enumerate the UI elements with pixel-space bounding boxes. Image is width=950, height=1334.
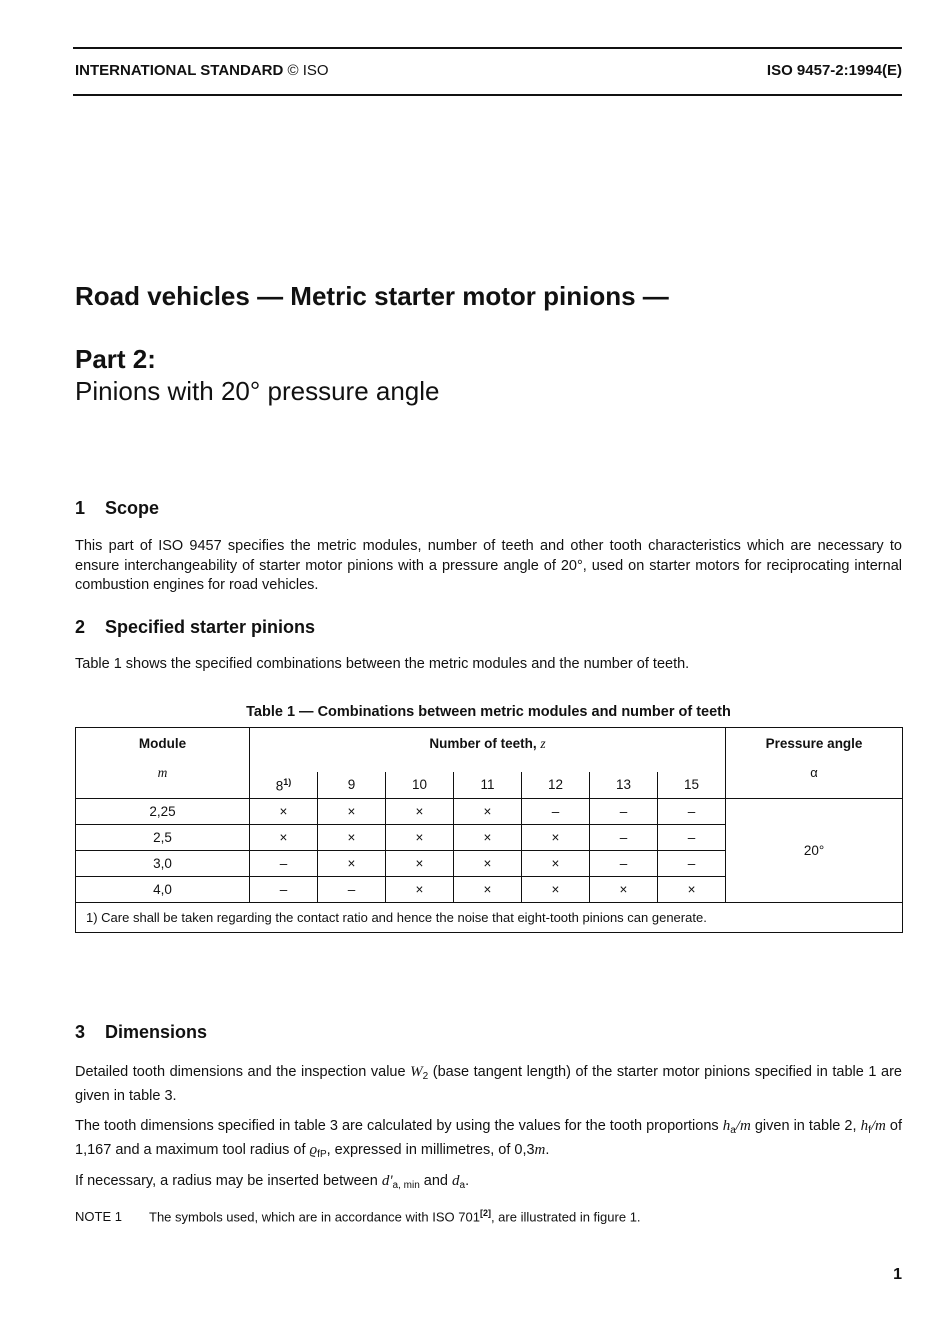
- combination-cell: –: [658, 825, 726, 851]
- combination-cell: ×: [590, 877, 658, 903]
- module-header: Module: [138, 736, 187, 751]
- dimensions-paragraph-2: The tooth dimensions specified in table 3 are calculated by using the values for the tooth proportions $h_a/m$ given in table 2, $h_f/m$ of 1,167 and a maximum tool radius of $ϱ_{fP}$, expressed in millimetres, of 0,3m.: [75, 1118, 903, 1160]
- module-value: 2,25: [76, 799, 250, 825]
- dimensions-paragraph-3: If necessary, a radius may be inserted between $d'_{a, min}$ and $d_a$.: [75, 1173, 470, 1191]
- module-value: 3,0: [76, 851, 250, 877]
- pinions-paragraph: Table 1 shows the specified combinations between the metric modules and the number of teeth.: [75, 656, 690, 672]
- section-title: Dimensions: [105, 1022, 208, 1042]
- module-value: 4,0: [76, 877, 250, 903]
- section-number: 1: [75, 498, 86, 518]
- document-title: Road vehicles — Metric starter motor pinions —: [75, 281, 669, 311]
- pressure-symbol: α: [810, 765, 818, 780]
- combination-cell: ×: [318, 825, 386, 851]
- section-number: 2: [75, 617, 86, 637]
- combination-cell: ×: [318, 799, 386, 825]
- combination-cell: ×: [522, 825, 590, 851]
- combination-cell: –: [658, 799, 726, 825]
- teeth-count: 12: [522, 772, 590, 799]
- section-title: Scope: [105, 498, 160, 518]
- section-heading-dimensions: [75, 1022, 207, 1043]
- combination-cell: ×: [454, 825, 522, 851]
- module-symbol: m: [157, 765, 168, 780]
- combination-cell: ×: [522, 877, 590, 903]
- pressure-angle-value: 20°: [726, 799, 903, 903]
- header-copyright: © ISO: [287, 62, 329, 79]
- combination-cell: ×: [318, 851, 386, 877]
- section-heading-pinions: [75, 617, 315, 638]
- section-number: 3: [75, 1022, 86, 1042]
- combination-cell: ×: [386, 851, 454, 877]
- combination-cell: –: [658, 851, 726, 877]
- module-value: 2,5: [76, 825, 250, 851]
- combination-cell: –: [522, 799, 590, 825]
- note-1: NOTE 1 The symbols used, which are in accordance with ISO 701[2], are illustrated in figure 1.: [75, 1208, 641, 1225]
- reference-marker: [2]: [479, 1208, 491, 1218]
- header-bottom-rule: [73, 94, 902, 96]
- section-title: Specified starter pinions: [105, 617, 316, 637]
- table-caption: Table 1 — Combinations between metric modules and number of teeth: [246, 704, 731, 720]
- combination-cell: –: [250, 877, 318, 903]
- symbol-w: W: [410, 1064, 423, 1080]
- part-title: Part 2:: [75, 344, 156, 374]
- header-standard-label: INTERNATIONAL STANDARD: [75, 62, 284, 79]
- module-header-cell: [76, 728, 250, 799]
- teeth-header: Number of teeth,: [429, 736, 537, 751]
- combination-cell: –: [250, 851, 318, 877]
- combination-cell: ×: [522, 851, 590, 877]
- teeth-count: 10: [386, 772, 454, 799]
- combination-cell: –: [318, 877, 386, 903]
- teeth-count: 13: [590, 772, 658, 799]
- section-heading-scope: [75, 498, 159, 519]
- table-row: [76, 799, 903, 825]
- header-top-rule: [73, 47, 902, 49]
- combination-cell: ×: [250, 825, 318, 851]
- dimensions-paragraph-1: Detailed tooth dimensions and the inspection value $W_2$ (base tangent length) of the starter motor pinions specified in table 1 are given in table 3.: [75, 1064, 902, 1104]
- teeth-count: 11: [454, 772, 522, 799]
- combination-cell: ×: [658, 877, 726, 903]
- combination-cell: –: [590, 825, 658, 851]
- page-number: 1: [893, 1266, 902, 1283]
- combinations-table: [75, 727, 903, 933]
- header-document-id: ISO 9457-2:1994(E): [766, 62, 902, 79]
- footnote-marker: 1): [283, 776, 292, 787]
- header-left: [75, 62, 329, 79]
- teeth-header-cell: [250, 728, 726, 772]
- teeth-count-8: 8$^{1)}$: [250, 772, 318, 799]
- combination-cell: ×: [454, 799, 522, 825]
- combination-cell: ×: [386, 825, 454, 851]
- combination-cell: ×: [386, 877, 454, 903]
- pressure-header: Pressure angle: [765, 736, 863, 751]
- combination-cell: –: [590, 799, 658, 825]
- scope-paragraph: This part of ISO 9457 specifies the metric modules, number of teeth and other tooth characteristics which are necessary to ensure interchangeability of starter motor pinions with a pressure angle of 20°, used on starter motors for reciprocating internal combustion engines for road vehicles.: [75, 538, 902, 593]
- table-footnote: 1) Care shall be taken regarding the contact ratio and hence the noise that eight-tooth pinions can generate.: [76, 903, 903, 933]
- combination-cell: ×: [454, 851, 522, 877]
- teeth-count: 9: [318, 772, 386, 799]
- combination-cell: –: [590, 851, 658, 877]
- combination-cell: ×: [454, 877, 522, 903]
- pressure-header-cell: [726, 728, 903, 799]
- teeth-count: 15: [658, 772, 726, 799]
- combination-cell: ×: [386, 799, 454, 825]
- part-subtitle: Pinions with 20° pressure angle: [75, 376, 440, 406]
- note-label: NOTE 1: [75, 1209, 122, 1225]
- teeth-symbol: z: [540, 736, 546, 751]
- combination-cell: ×: [250, 799, 318, 825]
